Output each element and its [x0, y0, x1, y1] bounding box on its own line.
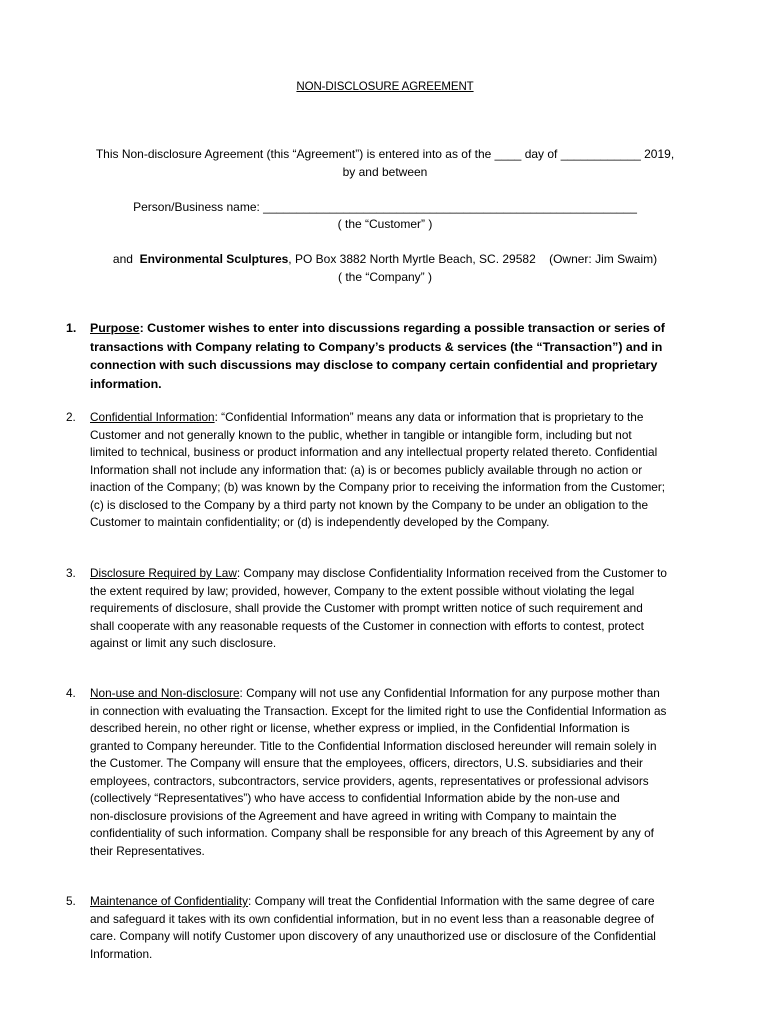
- section-text-line: : Customer wishes to enter into discussions regarding a possible transaction or series of: [139, 321, 665, 335]
- section-text-line: : “Confidential Information” means any data or information that is proprietary to the: [214, 410, 644, 424]
- section-maintenance-of-confidentiality: [66, 893, 726, 963]
- section-number: 1.: [66, 321, 77, 335]
- section-text-line: requirements of disclosure, shall provide the Customer with prompt written notice of such requirement and: [90, 601, 643, 615]
- section-text-line: information.: [90, 376, 162, 391]
- section-text-line: transactions with Company relating to Company’s products & services (the “Transaction”) and in: [90, 339, 663, 354]
- company-name: Environmental Sculptures: [139, 252, 289, 266]
- section-text-line: the Customer. The Company will ensure that the employees, officers, directors, U.S. subsidiaries and their: [90, 756, 643, 770]
- section-text-line: against or limit any such disclosure.: [90, 636, 277, 650]
- section-confidential-information: [66, 409, 726, 532]
- section-text-line: granted to Company hereunder. Title to the Confidential Information disclosed hereunder will remain solely in: [90, 738, 657, 753]
- section-text-line: inaction of the Company; (b) was known by the Company prior to receiving the information from the Customer;: [90, 480, 666, 494]
- section-text-line: the extent required by law; provided, however, Company to the extent possible without violating the legal: [90, 583, 635, 598]
- section-text-line: Information.: [90, 946, 153, 961]
- section-text-line: Customer to maintain confidentiality; or (d) is independently developed by the Company.: [90, 515, 550, 529]
- section-text-line: care. Company will notify Customer upon discovery of any unauthorized use or disclosure of the Confidential: [90, 929, 656, 943]
- company-label: ( the “Company” ): [337, 270, 433, 284]
- section-number: 5.: [66, 894, 76, 908]
- section-number: 4.: [66, 686, 76, 700]
- section-text-line: Customer and not generally known to the public, whether in tangible or intangible form, including but not: [90, 427, 632, 442]
- section-heading: Maintenance of Confidentiality: [90, 894, 249, 908]
- section-number: 3.: [66, 566, 76, 580]
- section-text-line: : Company may disclose Confidentiality Information received from the Customer to: [236, 566, 667, 580]
- document-title: NON-DISCLOSURE AGREEMENT: [296, 81, 474, 93]
- section-text-line: : Company will not use any Confidential Information for any purpose mother than: [239, 686, 660, 700]
- section-purpose: [66, 319, 726, 393]
- intro-line-2: by and between: [342, 165, 428, 179]
- company-party-line: [0, 251, 770, 268]
- company-address: , PO Box 3882 North Myrtle Beach, SC. 29582 (Owner: Jim Swaim): [288, 252, 658, 266]
- section-heading: Purpose: [90, 321, 140, 335]
- section-non-use-and-non-disclosure: [66, 685, 726, 860]
- customer-label: ( the “Customer” ): [337, 217, 433, 231]
- section-text-line: and safeguard it takes with its own confidential information, but in no event less than a reasonable degree of: [90, 911, 654, 926]
- intro-line-1: This Non-disclosure Agreement (this “Agreement”) is entered into as of the ____ day of ____________ 2019,: [95, 147, 675, 161]
- section-text-line: shall cooperate with any reasonable requests of the Customer in connection with efforts to contest, protect: [90, 618, 644, 633]
- section-disclosure-required-by-law: [66, 565, 726, 653]
- section-text-line: non-disclosure provisions of the Agreement and have agreed in writing with Company to maintain the: [90, 808, 617, 823]
- person-business-name-line: Person/Business name: ________________________________________________________: [133, 200, 637, 214]
- section-text-line: described herein, no other right or license, whether express or implied, in the Confidential Information is: [90, 721, 630, 735]
- section-text-line: their Representatives.: [90, 843, 205, 858]
- section-number: 2.: [66, 410, 76, 424]
- section-text-line: connection with such discussions may disclose to company certain confidential and proprietary: [90, 358, 658, 372]
- section-heading: Confidential Information: [90, 410, 215, 424]
- section-text-line: (c) is disclosed to the Company by a third party not known by the Company to be under an obligation to the: [90, 497, 649, 512]
- company-prefix: and: [112, 252, 140, 266]
- section-text-line: in connection with evaluating the Transaction. Except for the limited right to use the Confidential Information as: [90, 703, 667, 718]
- section-text-line: : Company will treat the Confidential Information with the same degree of care: [248, 894, 655, 908]
- section-heading: Non-use and Non-disclosure: [90, 686, 240, 700]
- section-text-line: employees, contractors, subcontractors, service providers, agents, representatives or professional advisors: [90, 773, 649, 788]
- section-text-line: Information shall not include any information that: (a) is or becomes publicly available through no action or: [90, 462, 643, 477]
- section-heading: Disclosure Required by Law: [90, 566, 237, 580]
- section-text-line: limited to technical, business or product information and any intellectual property related thereto. Confidential: [90, 445, 658, 459]
- section-text-line: (collectively “Representatives”) who have access to confidential Information abide by the non-use and: [90, 791, 620, 805]
- section-text-line: confidentiality of such information. Company shall be responsible for any breach of this Agreement by any of: [90, 826, 654, 840]
